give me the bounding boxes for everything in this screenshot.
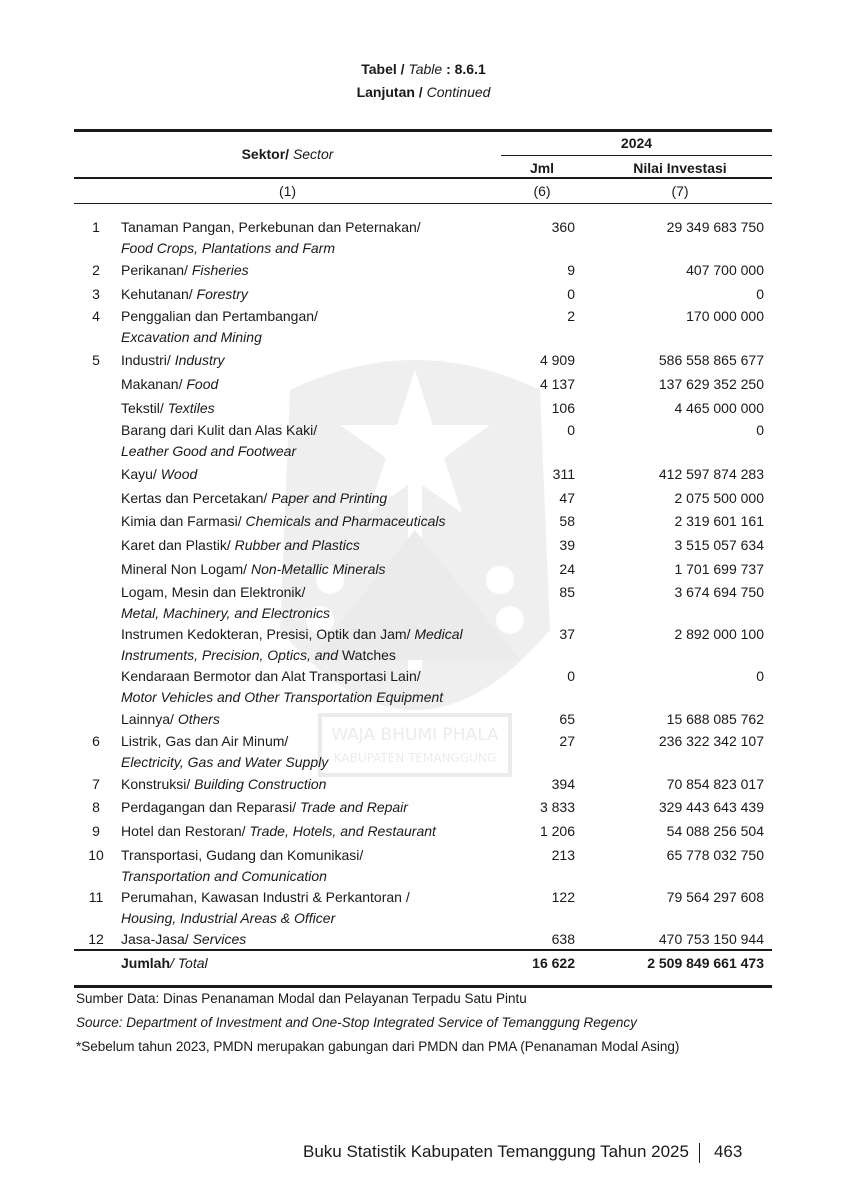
total-top-rule (74, 949, 772, 951)
footnote: *Sebelum tahun 2023, PMDN merupakan gabungan dari PMDN dan PMA (Penanaman Modal Asing) (76, 1039, 680, 1054)
sector-name-id: Perumahan, Kawasan Industri & Perkantoran / (121, 889, 410, 905)
page-number: 463 (713, 1142, 743, 1161)
sector-name-id: Karet dan Plastik/ (121, 537, 231, 553)
nilai-cell: 586 558 865 677 (658, 352, 764, 368)
sector-name-id: Barang dari Kulit dan Alas Kaki/ (121, 422, 318, 438)
source-id: Sumber Data: Dinas Penanaman Modal dan Pelayanan Terpadu Satu Pintu (76, 991, 527, 1006)
jml-cell: 106 (551, 400, 575, 416)
jml-cell: 39 (559, 537, 575, 553)
sector-name (121, 398, 501, 419)
row-number: 2 (92, 262, 100, 278)
sector-name-id: Tekstil/ (121, 400, 164, 416)
row-number: 5 (92, 352, 100, 368)
nilai-cell: 412 597 874 283 (658, 466, 764, 482)
continued-caption (0, 84, 847, 100)
sector-name (121, 488, 501, 509)
total-label (121, 953, 501, 974)
sector-name-id: Perikanan/ (121, 262, 188, 278)
jml-cell: 638 (551, 931, 575, 947)
sector-name-en: Motor Vehicles and Other Transportation Equipment (121, 689, 444, 705)
sector-name (121, 821, 501, 842)
header-rule (74, 177, 772, 179)
sector-name-id: Logam, Mesin dan Elektronik/ (121, 584, 306, 600)
column-number-nilai: (7) (671, 183, 689, 199)
sector-name (121, 374, 501, 395)
nilai-cell: 0 (756, 422, 764, 438)
sector-name-id: Jasa-Jasa/ (121, 931, 189, 947)
sector-name (121, 559, 501, 580)
sector-name-id: Transportasi, Gudang dan Komunikasi/ (121, 847, 364, 863)
sector-name-en: Electricity, Gas and Water Supply (121, 754, 329, 770)
jml-cell: 47 (559, 490, 575, 506)
jml-cell: 27 (559, 733, 575, 749)
nilai-cell: 3 515 057 634 (674, 537, 764, 553)
year-rule (501, 155, 772, 156)
total-nilai: 2 509 849 661 473 (647, 955, 764, 971)
nilai-cell: 15 688 085 762 (666, 711, 764, 727)
sector-name-id: Kendaraan Bermotor dan Alat Transportasi Lain/ (121, 668, 421, 684)
sector-name-en-tail: Watches (341, 647, 396, 663)
nilai-cell: 54 088 256 504 (666, 823, 764, 839)
row-number: 11 (88, 889, 104, 905)
column-number-rule (74, 203, 772, 204)
jml-cell: 4 909 (539, 352, 575, 368)
sector-name (121, 464, 501, 485)
top-rule (74, 129, 772, 132)
sector-name-en: Metal, Machinery, and Electronics (121, 605, 331, 621)
row-number: 4 (92, 308, 100, 324)
row-number: 8 (92, 799, 100, 815)
sector-name (121, 350, 501, 371)
nilai-cell: 329 443 643 439 (658, 799, 764, 815)
nilai-cell: 1 701 699 737 (674, 561, 764, 577)
jml-cell: 0 (567, 422, 575, 438)
column-number-jml: (6) (533, 183, 551, 199)
sector-name (121, 260, 501, 281)
table-number: : 8.6.1 (446, 61, 486, 77)
jml-cell: 58 (559, 513, 575, 529)
sector-name (121, 731, 501, 773)
nilai-cell: 0 (756, 286, 764, 302)
bottom-rule (74, 985, 772, 988)
nilai-cell: 407 700 000 (686, 262, 764, 278)
nilai-cell: 2 075 500 000 (674, 490, 764, 506)
sector-header (74, 146, 501, 162)
sector-name-en: Industry (174, 352, 225, 368)
sector-name-en: Non-Metallic Minerals (250, 561, 386, 577)
source-en: Source: Department of Investment and One-Stop Integrated Service of Temanggung Regency (76, 1015, 637, 1030)
year-header: 2024 (620, 135, 653, 151)
sector-name-en: Textiles (167, 400, 215, 416)
sector-name-id: Instrumen Kedokteran, Presisi, Optik dan Jam/ (121, 626, 411, 642)
sector-name (121, 535, 501, 556)
total-label-en: / Total (170, 955, 208, 971)
jml-cell: 1 206 (539, 823, 575, 839)
sector-name-en: Others (177, 711, 220, 727)
sector-name-en: Food (186, 376, 219, 392)
sector-name-id: Konstruksi/ (121, 776, 191, 792)
sector-name (121, 284, 501, 305)
row-number: 6 (92, 733, 100, 749)
row-number: 9 (92, 823, 100, 839)
sector-name-id: Makanan/ (121, 376, 183, 392)
watermark-motto: WAJA BHUMI PHALA (331, 725, 499, 745)
sector-name-id: Tanaman Pangan, Perkebunan dan Peternakan/ (121, 219, 421, 235)
jml-cell: 65 (559, 711, 575, 727)
sector-name-en: Trade, Hotels, and Restaurant (249, 823, 436, 839)
nilai-cell: 70 854 823 017 (666, 776, 764, 792)
sector-name (121, 582, 501, 624)
sector-name-id: Kimia dan Farmasi/ (121, 513, 242, 529)
sector-name-id: Kertas dan Percetakan/ (121, 490, 268, 506)
sector-name-en: Fisheries (191, 262, 249, 278)
sector-name-en: Wood (160, 466, 198, 482)
sector-name-id: Kehutanan/ (121, 286, 193, 302)
jml-cell: 85 (559, 584, 575, 600)
nilai-cell: 170 000 000 (686, 308, 764, 324)
nilai-cell: 137 629 352 250 (658, 376, 764, 392)
sector-name-en: Excavation and Mining (121, 329, 262, 345)
sector-header-en: Sector (292, 146, 334, 162)
sector-name (121, 709, 501, 730)
jml-cell: 0 (567, 668, 575, 684)
jml-cell: 3 833 (539, 799, 575, 815)
nilai-cell: 2 892 000 100 (674, 626, 764, 642)
sector-name (121, 845, 501, 887)
sector-name-id: Penggalian dan Pertambangan/ (121, 308, 318, 324)
watermark-sub: KABUPATEN TEMANGGUNG (333, 751, 497, 765)
sector-name-id: Industri/ (121, 352, 171, 368)
sector-name-en: Forestry (196, 286, 248, 302)
jml-header: Jml (529, 160, 555, 176)
sector-name-en: Chemicals and Pharmaceuticals (245, 513, 446, 529)
sector-name-id: Hotel dan Restoran/ (121, 823, 246, 839)
sector-name-id: Listrik, Gas dan Air Minum/ (121, 733, 289, 749)
nilai-cell: 470 753 150 944 (658, 931, 764, 947)
sector-name (121, 217, 501, 259)
sector-name-en: Rubber and Plastics (234, 537, 360, 553)
total-jml: 16 622 (532, 955, 575, 971)
sector-name (121, 306, 501, 348)
row-number: 3 (92, 286, 100, 302)
jml-cell: 394 (551, 776, 575, 792)
sector-name-en: Food Crops, Plantations and Farm (121, 240, 335, 256)
nilai-cell: 0 (756, 668, 764, 684)
jml-cell: 213 (551, 847, 575, 863)
sector-name (121, 797, 501, 818)
sector-name-id: Mineral Non Logam/ (121, 561, 248, 577)
table-label-en: Table (408, 61, 443, 77)
jml-cell: 311 (552, 466, 575, 482)
sector-name-en: Transportation and Comunication (121, 868, 327, 884)
row-number: 1 (92, 219, 100, 235)
row-number: 12 (88, 931, 104, 947)
jml-cell: 2 (567, 308, 575, 324)
sector-name (121, 624, 501, 666)
sector-header-id: Sektor/ (241, 146, 290, 162)
row-number: 10 (88, 847, 104, 863)
sector-name-en: Building Construction (194, 776, 327, 792)
jml-cell: 9 (567, 262, 575, 278)
jml-cell: 4 137 (539, 376, 575, 392)
footer-separator (699, 1143, 700, 1163)
sector-name-en: Trade and Repair (300, 799, 408, 815)
sector-name (121, 420, 501, 462)
jml-cell: 360 (551, 219, 575, 235)
nilai-cell: 2 319 601 161 (674, 513, 764, 529)
sector-name-en: Housing, Industrial Areas & Officer (121, 910, 336, 926)
page-footer (303, 1142, 742, 1163)
table-caption (0, 61, 847, 77)
jml-cell: 37 (559, 626, 575, 642)
continued-id: Lanjutan / (356, 84, 423, 100)
book-title: Buku Statistik Kabupaten Temanggung Tahun 2025 (303, 1142, 689, 1161)
sector-name-en: Medical Instruments, Precision, Optics, and (121, 626, 463, 663)
jml-cell: 122 (551, 889, 575, 905)
nilai-cell: 236 322 342 107 (658, 733, 764, 749)
column-number-sector: (1) (278, 183, 297, 199)
nilai-cell: 65 778 032 750 (666, 847, 764, 863)
jml-cell: 0 (567, 286, 575, 302)
sector-name (121, 774, 501, 795)
total-label-id: Jumlah (121, 955, 171, 971)
sector-name (121, 929, 501, 950)
nilai-cell: 79 564 297 608 (666, 889, 764, 905)
sector-name-id: Perdagangan dan Reparasi/ (121, 799, 297, 815)
sector-name-en: Services (192, 931, 247, 947)
nilai-cell: 3 674 694 750 (674, 584, 764, 600)
sector-name (121, 666, 501, 708)
sector-name-id: Kayu/ (121, 466, 157, 482)
nilai-header: Nilai Investasi (633, 160, 727, 176)
row-number: 7 (92, 776, 100, 792)
sector-name-en: Leather Good and Footwear (121, 443, 297, 459)
sector-name-en: Paper and Printing (271, 490, 388, 506)
sector-name (121, 511, 501, 532)
nilai-cell: 29 349 683 750 (666, 219, 764, 235)
sector-name (121, 887, 501, 929)
sector-name-id: Lainnya/ (121, 711, 174, 727)
jml-cell: 24 (559, 561, 575, 577)
continued-en: Continued (426, 84, 491, 100)
table-label-id: Tabel / (361, 61, 405, 77)
nilai-cell: 4 465 000 000 (674, 400, 764, 416)
